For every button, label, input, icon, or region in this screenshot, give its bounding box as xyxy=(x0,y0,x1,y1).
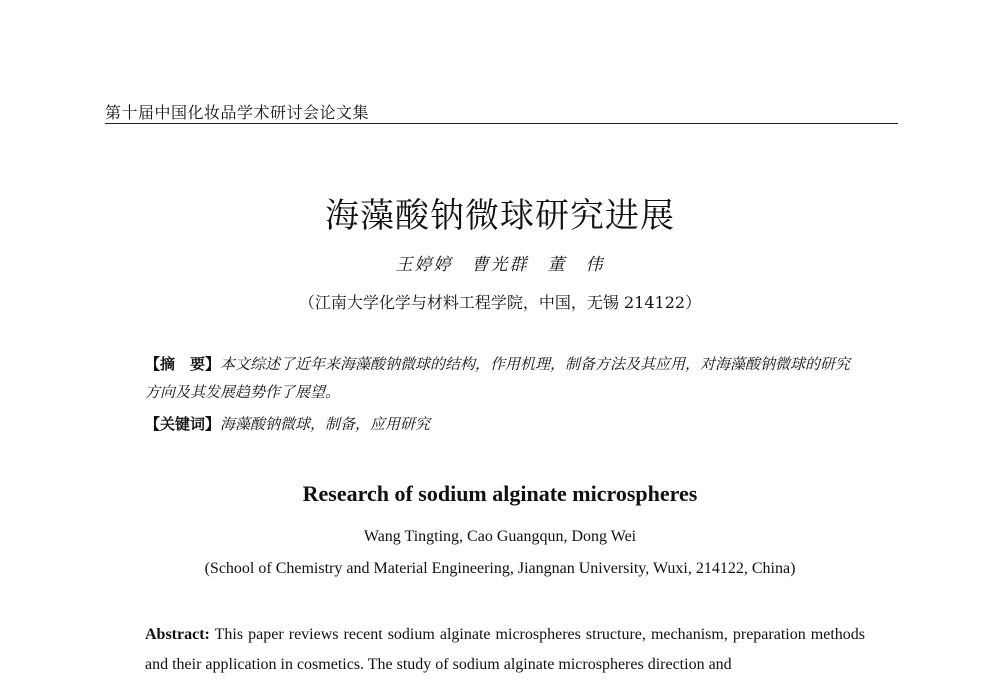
english-title: Research of sodium alginate microspheres xyxy=(302,481,698,506)
english-affiliation: (School of Chemistry and Material Engineering, Jiangnan University, Wuxi, 214122, China) xyxy=(204,560,796,577)
english-abstract-text: This paper reviews recent sodium alginate microspheres structure, mechanism, preparation methods and their application in cosmetics. The study of sodium alginate microspheres direction and xyxy=(145,626,865,673)
header-rule xyxy=(105,123,898,124)
running-header: 第十届中国化妆品学术研讨会论文集 xyxy=(105,103,370,122)
chinese-abstract-label: 【摘 要】 xyxy=(145,355,221,373)
english-abstract xyxy=(145,620,865,680)
english-authors: Wang Tingting, Cao Guangqun, Dong Wei xyxy=(363,528,637,545)
chinese-keywords-label: 【关键词】 xyxy=(145,415,221,433)
chinese-title: 海藻酸钠微球研究进展 xyxy=(325,196,675,236)
chinese-keywords-text: 海藻酸钠微球，制备，应用研究 xyxy=(220,415,431,433)
chinese-authors: 王婷婷 曹光群 董 伟 xyxy=(395,255,605,275)
chinese-keywords xyxy=(145,412,865,436)
english-abstract-label: Abstract: xyxy=(145,626,210,643)
chinese-affiliation: （江南大学化学与材料工程学院，中国，无锡 214122） xyxy=(298,293,702,312)
chinese-abstract-text: 本文综述了近年来海藻酸钠微球的结构，作用机理，制备方法及其应用，对海藻酸钠微球的研究方向及其发展趋势作了展望。 xyxy=(145,355,851,401)
chinese-abstract xyxy=(145,350,865,406)
